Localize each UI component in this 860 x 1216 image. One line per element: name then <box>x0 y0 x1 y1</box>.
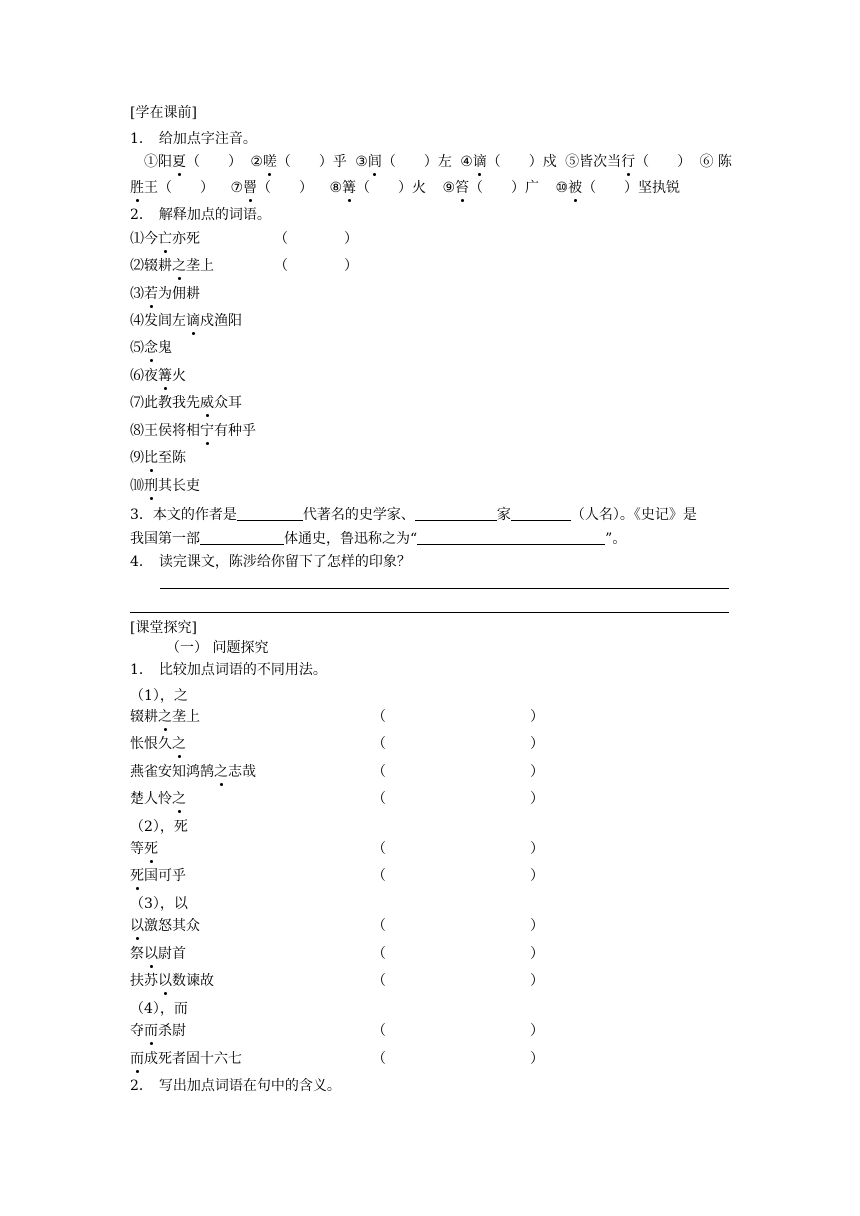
answer-open-paren: （ <box>372 1023 386 1039</box>
answer-open-paren: （ <box>372 918 386 934</box>
group-label-er: （4），而 <box>130 1001 188 1017</box>
answer-open-paren: （ <box>372 764 386 780</box>
compare-item-er-2: 而成死者固十六七 <box>130 1051 242 1067</box>
define-item-2-answer[interactable]: （ ） <box>274 258 358 274</box>
answer-close-paren: ） <box>530 791 544 807</box>
pinyin-item-6-end: 胜王（ ） <box>130 180 214 196</box>
answer-close-paren: ） <box>530 841 544 857</box>
answer-open-paren: （ <box>372 973 386 989</box>
pinyin-item-5: ⑤皆次当行（ ） <box>565 154 692 170</box>
section-heading-pre-class: [学在课前] <box>130 105 197 121</box>
pinyin-item-4: ④谪（ ）戍 <box>460 154 557 170</box>
answer-open-paren: （ <box>372 709 386 725</box>
pinyin-item-3: ③闾（ ）左 <box>355 154 452 170</box>
define-item-8: ⑻王侯将相宁有种乎 <box>130 423 256 439</box>
history-type-blank[interactable] <box>200 530 284 545</box>
pinyin-item-9: ⑨笞（ ）广 <box>442 180 540 196</box>
pinyin-item-8: ⑧篝（ ）火 <box>329 180 427 196</box>
define-item-10: ⑽刑其长吏 <box>130 478 200 494</box>
question-1-title: 1． 给加点字注音。 <box>130 131 257 147</box>
define-item-5: ⑸念鬼 <box>130 340 172 356</box>
author-role-blank[interactable] <box>415 506 497 521</box>
question-2-title: 2． 解释加点的词语。 <box>130 207 271 223</box>
question-3-line-2: 我国第一部 体通史，鲁迅称之为“ ”。 <box>130 531 627 547</box>
question-1-row-2 <box>130 178 680 198</box>
compare-item-zhi-4: 楚人怜之 <box>130 791 186 807</box>
compare-item-yi-2: 祭以尉首 <box>130 946 186 962</box>
answer-open-paren: （ <box>372 791 386 807</box>
compare-item-yi-3: 扶苏以数谏故 <box>130 973 214 989</box>
answer-close-paren: ） <box>530 946 544 962</box>
group-label-zhi: （1），之 <box>130 688 188 704</box>
compare-item-er-1: 夺而杀尉 <box>130 1023 186 1039</box>
author-era-blank[interactable] <box>237 506 303 521</box>
define-item-4: ⑷发闾左谪戍渔阳 <box>130 313 242 329</box>
answer-open-paren: （ <box>372 841 386 857</box>
define-item-6: ⑹夜篝火 <box>130 368 186 384</box>
compare-item-si-1: 等死 <box>130 841 158 857</box>
answer-close-paren: ） <box>530 868 544 884</box>
compare-question-title: 1． 比较加点词语的不同用法。 <box>130 662 327 678</box>
question-3-line-1: 3．本文的作者是 代著名的史学家、 家 （人名）。《史记》是 <box>130 507 697 523</box>
compare-item-yi-1: 以激怒其众 <box>130 918 200 934</box>
subsection-heading: （一） 问题探究 <box>166 640 269 656</box>
answer-close-paren: ） <box>530 1023 544 1039</box>
group-label-yi: （3），以 <box>130 896 188 912</box>
pinyin-item-10: ⑩被（ ）坚执锐 <box>555 180 681 196</box>
pinyin-item-7: ⑦罾（ ） <box>230 180 314 196</box>
answer-open-paren: （ <box>372 868 386 884</box>
compare-item-zhi-1: 辍耕之垄上 <box>130 709 200 725</box>
define-item-1: ⑴今亡亦死 <box>130 231 200 247</box>
define-item-9: ⑼比至陈 <box>130 450 186 466</box>
answer-line-1[interactable] <box>160 588 729 589</box>
pinyin-item-1: ①阳夏（ ） <box>144 154 242 170</box>
answer-line-2[interactable] <box>130 612 729 613</box>
pinyin-item-6-start: ⑥ 陈 <box>699 154 732 170</box>
pinyin-item-2: ②嗟（ ）乎 <box>250 154 347 170</box>
meaning-question-title: 2． 写出加点词语在句中的含义。 <box>130 1078 341 1094</box>
author-name-blank[interactable] <box>511 506 571 521</box>
answer-close-paren: ） <box>530 709 544 725</box>
section-heading-in-class: [课堂探究] <box>130 620 197 636</box>
group-label-si: （2），死 <box>130 819 188 835</box>
answer-close-paren: ） <box>530 918 544 934</box>
compare-item-zhi-2: 怅恨久之 <box>130 736 186 752</box>
answer-open-paren: （ <box>372 946 386 962</box>
answer-open-paren: （ <box>372 1051 386 1067</box>
compare-item-zhi-3: 燕雀安知鸿鹄之志哉 <box>130 764 256 780</box>
compare-item-si-2: 死国可乎 <box>130 868 186 884</box>
answer-close-paren: ） <box>530 736 544 752</box>
question-4-title: 4． 读完课文，陈涉给你留下了怎样的印象？ <box>130 554 411 570</box>
define-item-3: ⑶若为佣耕 <box>130 286 200 302</box>
define-item-2: ⑵辍耕之垄上 <box>130 258 214 274</box>
lu-xun-quote-blank[interactable] <box>417 530 605 545</box>
define-item-1-answer[interactable]: （ ） <box>274 231 358 247</box>
answer-close-paren: ） <box>530 973 544 989</box>
question-1-row-1 <box>144 152 732 172</box>
define-item-7: ⑺此教我先威众耳 <box>130 395 242 411</box>
answer-close-paren: ） <box>530 1051 544 1067</box>
answer-open-paren: （ <box>372 736 386 752</box>
answer-close-paren: ） <box>530 764 544 780</box>
